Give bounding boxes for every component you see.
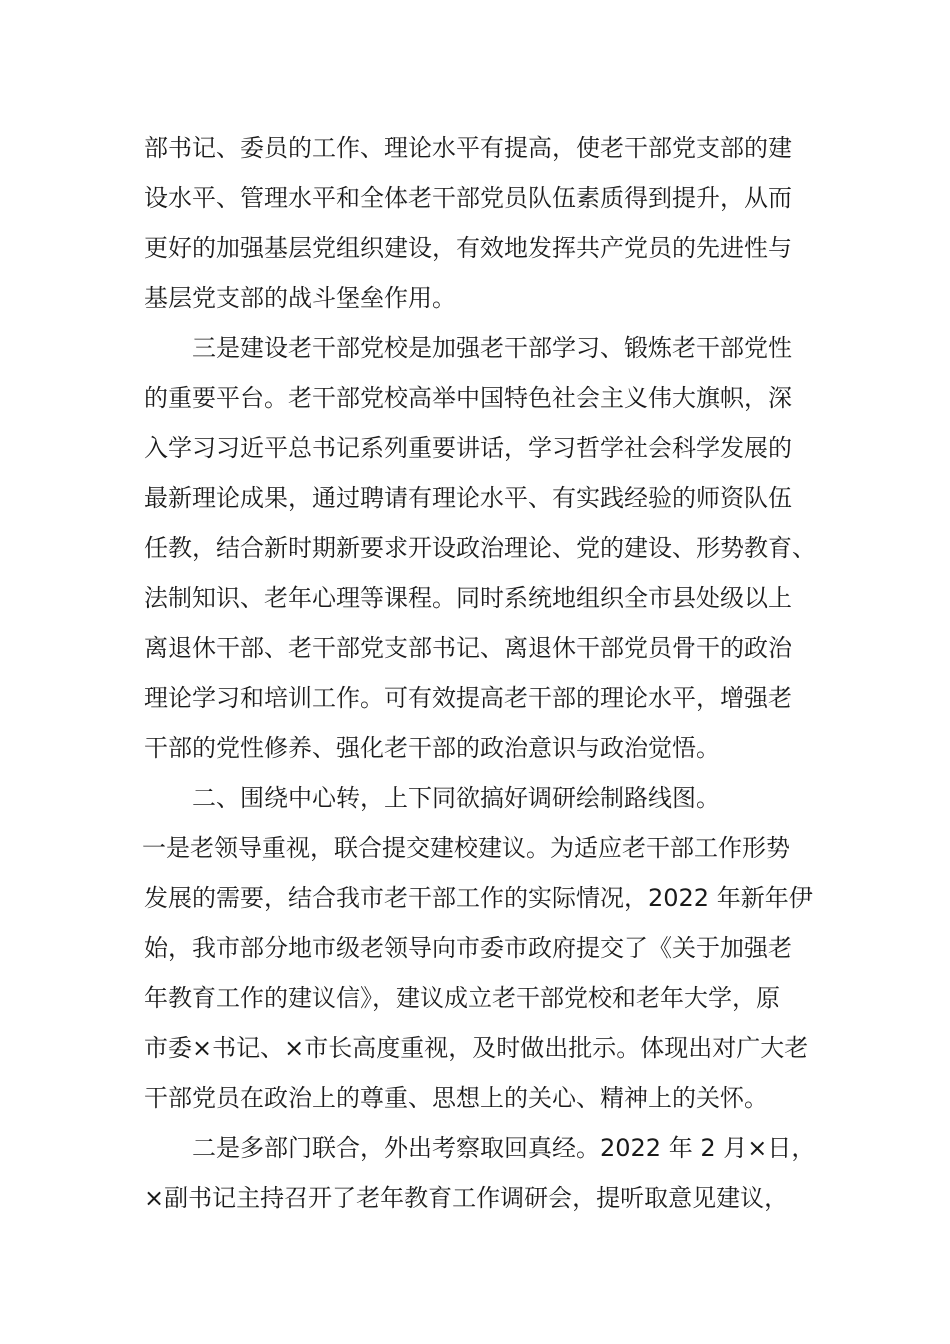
text-line: ×副书记主持召开了老年教育工作调研会，提听取意见建议， bbox=[144, 1184, 789, 1212]
text-line: 入学习习近平总书记系列重要讲话，学习哲学社会科学发展的 bbox=[144, 434, 792, 462]
text-line: 最新理论成果，通过聘请有理论水平、有实践经验的师资队伍 bbox=[144, 484, 792, 512]
text-line: 始，我市部分地市级老领导向市委市政府提交了《关于加强老 bbox=[144, 934, 792, 962]
paragraph-start-line: 一是老领导重视，联合提交建校建议。为适应老干部工作形势 bbox=[142, 834, 790, 862]
text-line: 任教，结合新时期新要求开设政治理论、党的建设、形势教育、 bbox=[144, 534, 816, 562]
section-heading: 二、围绕中心转，上下同欲搞好调研绘制路线图。 bbox=[192, 784, 720, 812]
paragraph-start-line: 三是建设老干部党校是加强老干部学习、锻炼老干部党性 bbox=[192, 334, 792, 362]
paragraph-start-line: 二是多部门联合，外出考察取回真经。2022 年 2 月×日， bbox=[192, 1134, 816, 1162]
text-line: 理论学习和培训工作。可有效提高老干部的理论水平，增强老 bbox=[144, 684, 792, 712]
text-line: 年教育工作的建议信》，建议成立老干部党校和老年大学，原 bbox=[144, 984, 780, 1012]
text-line: 市委×书记、×市长高度重视，及时做出批示。体现出对广大老 bbox=[144, 1034, 809, 1062]
text-line: 发展的需要，结合我市老干部工作的实际情况，2022 年新年伊 bbox=[144, 884, 813, 912]
text-line: 部书记、委员的工作、理论水平有提高，使老干部党支部的建 bbox=[144, 134, 792, 162]
text-line: 法制知识、老年心理等课程。同时系统地组织全市县处级以上 bbox=[144, 584, 792, 612]
text-line: 基层党支部的战斗堡垒作用。 bbox=[144, 284, 456, 312]
text-line: 干部党员在政治上的尊重、思想上的关心、精神上的关怀。 bbox=[144, 1084, 768, 1112]
text-line: 离退休干部、老干部党支部书记、离退休干部党员骨干的政治 bbox=[144, 634, 792, 662]
text-line: 设水平、管理水平和全体老干部党员队伍素质得到提升，从而 bbox=[144, 184, 792, 212]
text-line: 更好的加强基层党组织建设，有效地发挥共产党员的先进性与 bbox=[144, 234, 792, 262]
text-line: 干部的党性修养、强化老干部的政治意识与政治觉悟。 bbox=[144, 734, 720, 762]
text-line: 的重要平台。老干部党校高举中国特色社会主义伟大旗帜，深 bbox=[144, 384, 792, 412]
